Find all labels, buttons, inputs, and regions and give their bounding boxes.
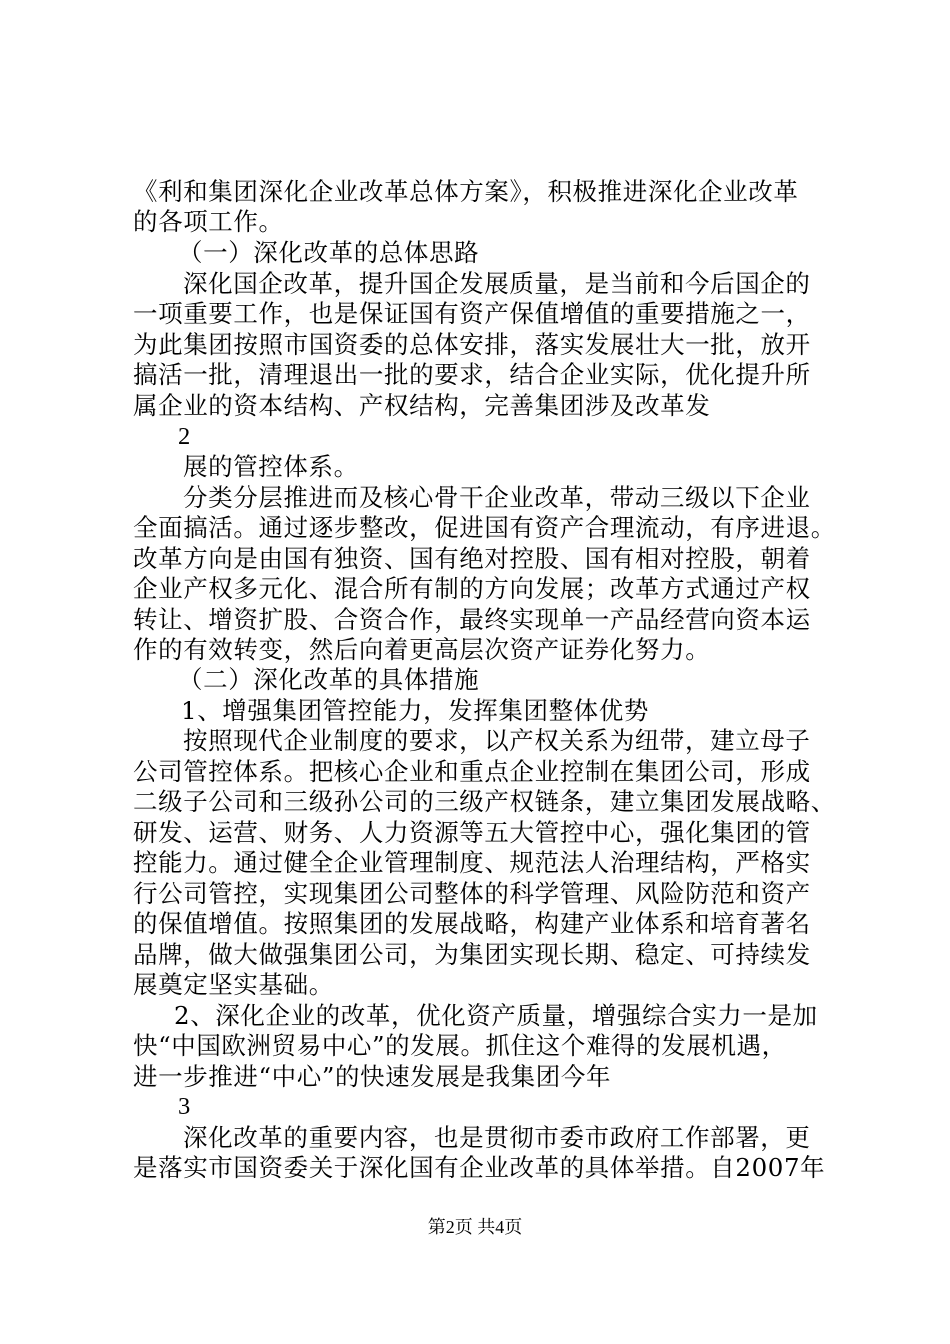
text-line: 行公司管控，实现集团公司整体的科学管理、风险防范和资产	[133, 879, 811, 908]
text-line: 展的管控体系。	[183, 452, 359, 481]
text-line: 是落实市国资委关于深化国有企业改革的具体举措。自2007年	[133, 1153, 826, 1182]
text-line: 企业产权多元化、混合所有制的方向发展；改革方式通过产权	[133, 574, 811, 603]
text-line: 改革方向是由国有独资、国有绝对控股、国有相对控股，朝着	[133, 544, 811, 573]
section-heading: （二）深化改革的具体措施	[178, 665, 480, 694]
text-line: 一项重要工作，也是保证国有资产保值增值的重要措施之一，	[133, 299, 811, 328]
text-line: 展奠定坚实基础。	[133, 970, 334, 999]
text-line: 进一步推进“中心”的快速发展是我集团今年	[133, 1062, 612, 1091]
inline-page-number: 3	[178, 1093, 191, 1120]
text-line: 品牌，做大做强集团公司，为集团实现长期、稳定、可持续发	[133, 940, 811, 969]
text-line: 为此集团按照市国资委的总体安排，落实发展壮大一批，放开	[133, 330, 811, 359]
text-line: 按照现代企业制度的要求，以产权关系为纽带，建立母子	[183, 726, 811, 755]
section-heading: （一）深化改革的总体思路	[178, 238, 480, 267]
text-line: 属企业的资本结构、产权结构，完善集团涉及改革发	[133, 391, 711, 420]
page-footer: 第2页 共4页	[427, 1217, 523, 1237]
text-line: 《利和集团深化企业改革总体方案》，积极推进深化企业改革	[133, 177, 799, 206]
text-line: 公司管控体系。把核心企业和重点企业控制在集团公司，形成	[133, 757, 811, 786]
inline-page-number: 2	[178, 423, 191, 450]
text-line: 控能力。通过健全企业管理制度、规范法人治理结构，严格实	[133, 848, 811, 877]
text-line: 2、深化企业的改革，优化资产质量，增强综合实力一是加	[174, 1001, 818, 1030]
text-line: 深化改革的重要内容，也是贯彻市委市政府工作部署，更	[183, 1123, 811, 1152]
text-line: 分类分层推进而及核心骨干企业改革，带动三级以下企业	[183, 483, 811, 512]
text-line: 作的有效转变，然后向着更高层次资产证券化努力。	[133, 635, 711, 664]
text-line: 二级子公司和三级孙公司的三级产权链条，建立集团发展战略、	[133, 787, 836, 816]
text-line: 深化国企改革，提升国企发展质量，是当前和今后国企的	[183, 269, 811, 298]
text-line: 搞活一批，清理退出一批的要求，结合企业实际，优化提升所	[133, 360, 811, 389]
subsection-heading: 1、增强集团管控能力，发挥集团整体优势	[181, 696, 649, 725]
text-line: 全面搞活。通过逐步整改，促进国有资产合理流动，有序进退。	[133, 513, 836, 542]
text-line: 研发、运营、财务、人力资源等五大管控中心，强化集团的管	[133, 818, 811, 847]
text-line: 的保值增值。按照集团的发展战略，构建产业体系和培育著名	[133, 909, 811, 938]
text-line: 转让、增资扩股、合资合作，最终实现单一产品经营向资本运	[133, 605, 811, 634]
text-line: 的各项工作。	[133, 207, 284, 236]
text-line: 快“中国欧洲贸易中心”的发展。抓住这个难得的发展机遇，	[133, 1031, 787, 1060]
